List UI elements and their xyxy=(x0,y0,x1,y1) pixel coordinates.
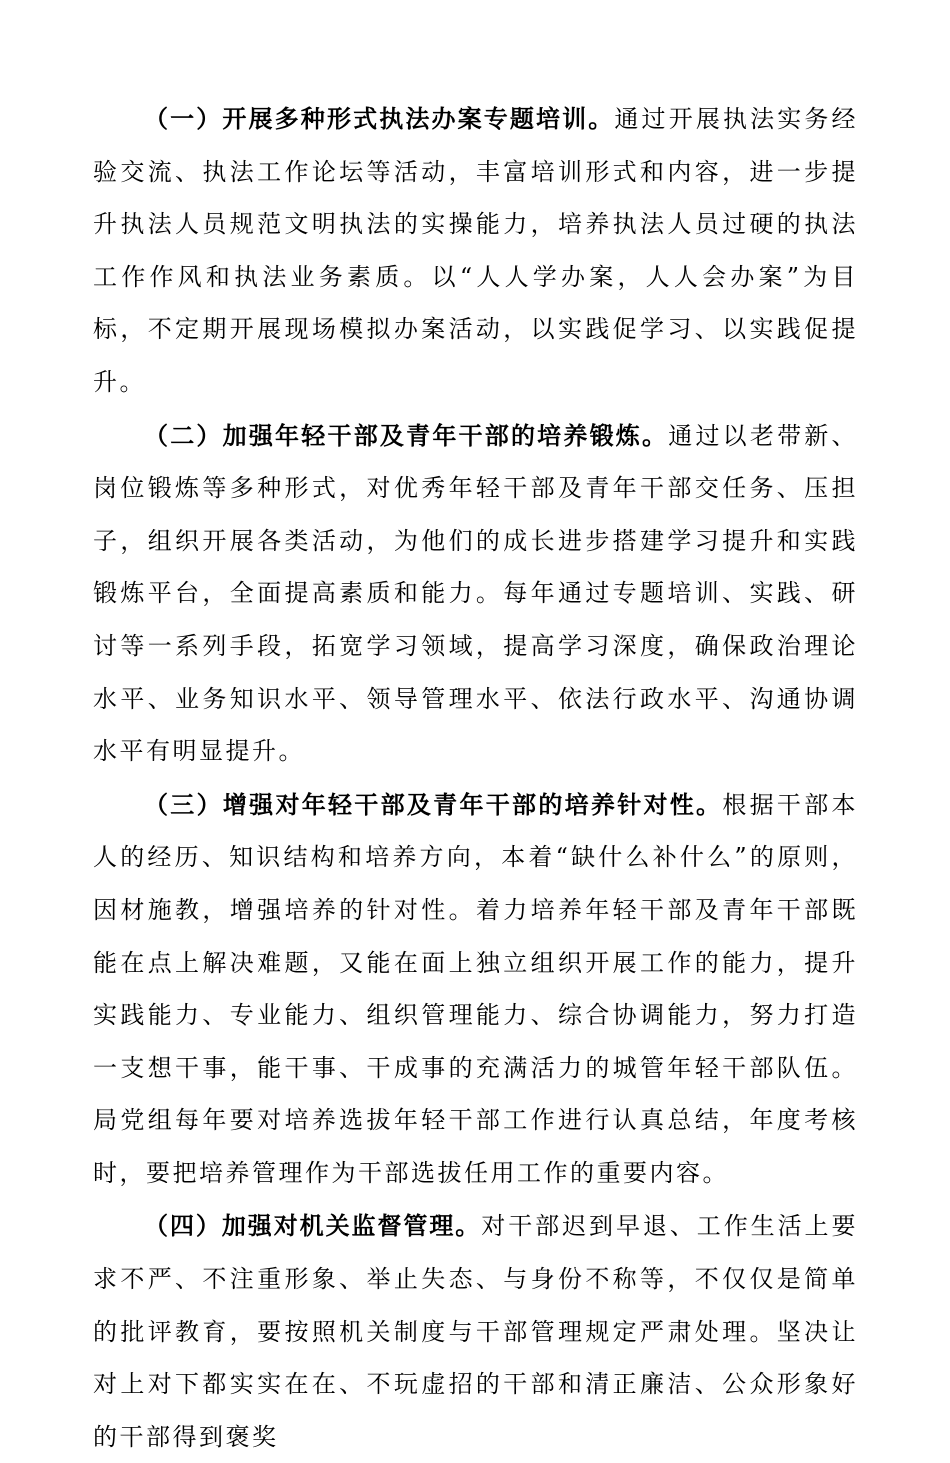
paragraph-3-heading: （三）增强对年轻干部及青年干部的培养针对性。 xyxy=(144,790,723,819)
paragraph-4-body: 对干部迟到早退、工作生活上要求不严、不注重形象、举止失态、与身份不称等，不仅仅是简单的批评教育，要按照机关制度与干部管理规定严肃处理。坚决让对上对下都实实在在、不玩虚招的干部和清正廉洁、公众形象好的干部得到褒奖 xyxy=(93,1212,858,1451)
paragraph-2-heading: （二）加强年轻干部及青年干部的培养锻炼。 xyxy=(144,421,669,450)
paragraph-4-heading: （四）加强对机关监督管理。 xyxy=(144,1212,482,1241)
paragraph-1-body: 通过开展执法实务经验交流、执法工作论坛等活动，丰富培训形式和内容，进一步提升执法人员规范文明执法的实操能力，培养执法人员过硬的执法工作作风和执法业务素质。以“人人学办案，人人会办案”为目标，不定期开展现场模拟办案活动，以实践促学习、以实践促提升。 xyxy=(93,105,858,396)
paragraph-1-heading: （一）开展多种形式执法办案专题培训。 xyxy=(144,105,615,133)
paragraph-4 xyxy=(93,1200,858,1463)
paragraph-3-body: 根据干部本人的经历、知识结构和培养方向，本着“缺什么补什么”的原则，因材施教，增强培养的针对性。着力培养年轻干部及青年干部既能在点上解决难题，又能在面上独立组织开展工作的能力，提升实践能力、专业能力、组织管理能力、综合协调能力，努力打造一支想干事，能干事、干成事的充满活力的城管年轻干部队伍。局党组每年要对培养选拔年轻干部工作进行认真总结，年度考核时，要把培养管理作为干部选拔任用工作的重要内容。 xyxy=(93,790,859,1187)
paragraph-2-body: 通过以老带新、岗位锻炼等多种形式，对优秀年轻干部及青年干部交任务、压担子，组织开展各类活动，为他们的成长进步搭建学习提升和实践锻炼平台，全面提高素质和能力。每年通过专题培训、实践、研讨等一系列手段，拓宽学习领域，提高学习深度，确保政治理论水平、业务知识水平、领导管理水平、依法行政水平、沟通协调水平有明显提升。 xyxy=(93,421,859,766)
paragraph-3 xyxy=(93,779,858,1200)
paragraph-2 xyxy=(93,410,858,778)
paragraph-1 xyxy=(93,93,858,409)
